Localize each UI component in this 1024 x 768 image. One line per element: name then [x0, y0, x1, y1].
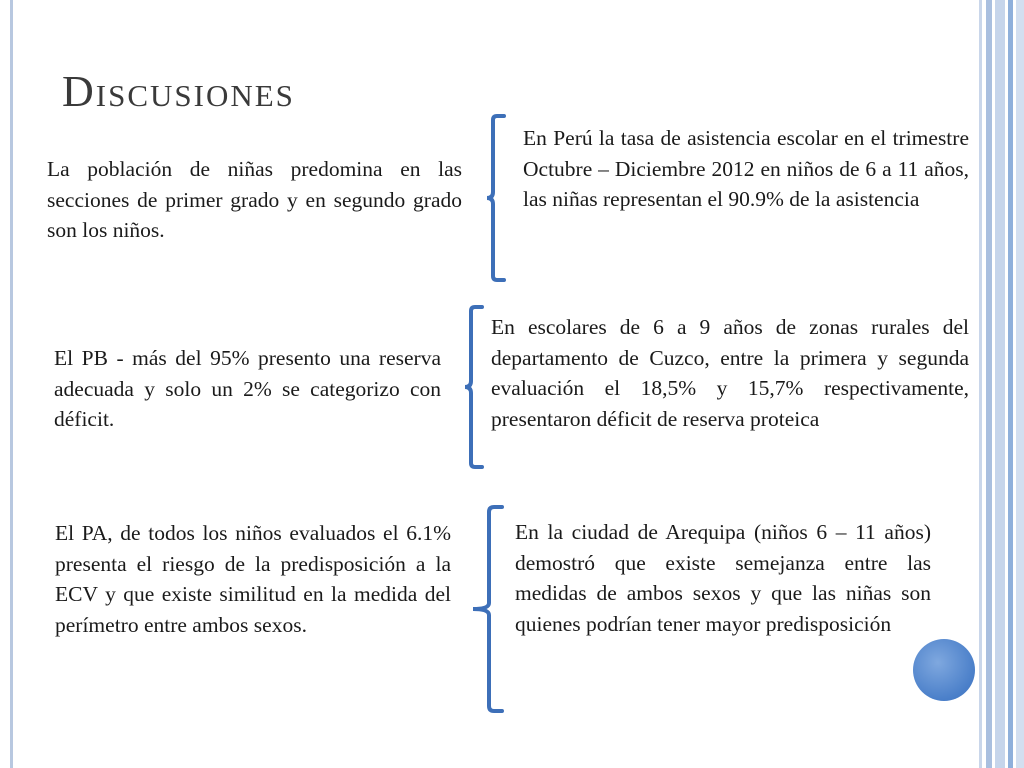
- right-decorative-stripe: [995, 0, 1005, 768]
- right-decorative-stripe: [986, 0, 992, 768]
- finding-text-1: La población de niñas predomina en las secciones de primer grado y en segundo grado son los niños.: [47, 157, 462, 242]
- slide-title: Discusiones: [62, 67, 295, 116]
- finding-text-3: El PA, de todos los niños evaluados el 6.1% presenta el riesgo de la predisposición a la ECV y que existe similitud en la medida del perímetro entre ambos sexos.: [55, 521, 451, 637]
- right-decorative-stripe: [979, 0, 982, 768]
- left-brace-icon: [470, 503, 506, 715]
- finding-text-2: El PB - más del 95% presento una reserva adecuada y solo un 2% se categorizo con déficit.: [54, 346, 441, 431]
- right-decorative-stripe: [1016, 0, 1024, 768]
- left-brace-icon: [462, 303, 486, 471]
- comparison-text-1: En Perú la tasa de asistencia escolar en el trimestre Octubre – Diciembre 2012 en niños de 6 a 11 años, las niñas representan el 90.9% de la asistencia: [523, 126, 969, 211]
- left-frame-line: [10, 0, 13, 768]
- decorative-circle: [913, 639, 975, 701]
- right-decorative-stripe: [1008, 0, 1013, 768]
- comparison-text-3: En la ciudad de Arequipa (niños 6 – 11 años) demostró que existe semejanza entre las medidas de ambos sexos y que las niñas son quienes podrían tener mayor predisposición: [515, 520, 931, 636]
- left-brace-icon: [484, 112, 508, 284]
- comparison-text-2: En escolares de 6 a 9 años de zonas rurales del departamento de Cuzco, entre la primera y segunda evaluación el 18,5% y 15,7% respectivamente, presentaron déficit de reserva proteica: [491, 315, 969, 431]
